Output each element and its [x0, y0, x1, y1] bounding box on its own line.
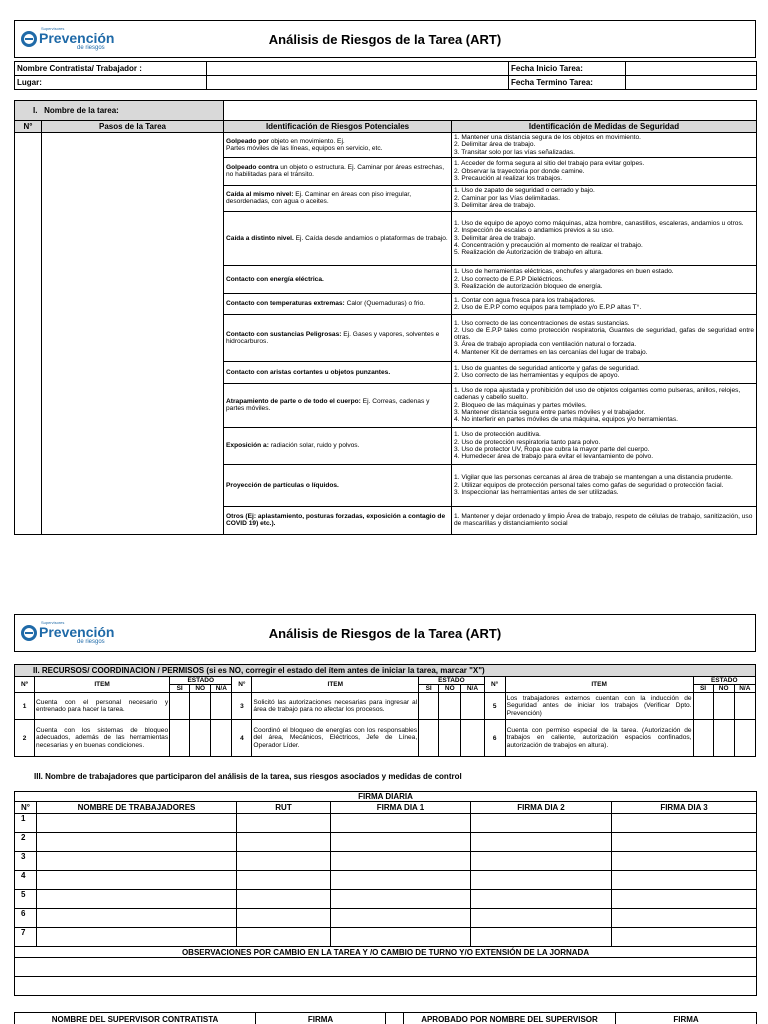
- col-si: SI: [693, 685, 713, 693]
- logo-brand: Prevención: [39, 30, 115, 46]
- col-estado-header: ESTADO: [693, 677, 755, 685]
- col-num-header: Nº: [15, 677, 35, 693]
- checkbox-na[interactable]: [461, 720, 484, 757]
- col-no: NO: [439, 685, 461, 693]
- risk-cell: Exposición a: radiación solar, ruido y polvos.: [224, 427, 452, 464]
- risk-cell: Caída al mismo nivel: Ej. Caminar en áreas con piso irregular, desordenadas, con agua o aceites.: [224, 185, 452, 211]
- logo-sub: de riesgos: [77, 639, 105, 645]
- col-item-header: ITEM: [252, 677, 419, 693]
- company-logo: [15, 621, 215, 645]
- page1-header: [14, 20, 756, 58]
- row-number: 4: [15, 871, 37, 890]
- firma1-field[interactable]: [331, 833, 471, 852]
- col-item-header: ITEM: [35, 677, 170, 693]
- risk-cell: Contacto con temperaturas extremas: Calor (Quemaduras) o frio.: [224, 293, 452, 314]
- firma3-field[interactable]: [612, 814, 757, 833]
- col-num-header: N°: [484, 677, 505, 693]
- col-num-header: N°: [232, 677, 252, 693]
- firma3-field[interactable]: [612, 909, 757, 928]
- firma2-field[interactable]: [471, 928, 612, 947]
- worker-name-field[interactable]: [37, 871, 237, 890]
- col-si: SI: [170, 685, 190, 693]
- logo-brand: Prevención: [39, 624, 115, 640]
- checkbox-no[interactable]: [439, 693, 461, 720]
- firma3-field[interactable]: [612, 871, 757, 890]
- col-item-header: ITEM: [505, 677, 693, 693]
- fecha-termino-field[interactable]: [626, 76, 757, 90]
- col-firma1-header: FIRMA DIA 1: [331, 802, 471, 814]
- aprobado-label: APROBADO POR NOMBRE DEL SUPERVISOR: [404, 1013, 616, 1024]
- logo-e-icon: [21, 625, 37, 641]
- item-number: 2: [15, 720, 35, 757]
- col-rut-header: RUT: [237, 802, 331, 814]
- firma2-field[interactable]: [471, 871, 612, 890]
- worker-name-field[interactable]: [37, 814, 237, 833]
- logo-e-icon: [21, 31, 37, 47]
- row-number: 5: [15, 890, 37, 909]
- checkbox-si[interactable]: [170, 693, 190, 720]
- fecha-inicio-label: Fecha Inicio Tarea:: [509, 62, 626, 76]
- worker-name-field[interactable]: [37, 928, 237, 947]
- rut-field[interactable]: [237, 852, 331, 871]
- checkbox-no[interactable]: [439, 720, 461, 757]
- item-number: 1: [15, 693, 35, 720]
- step-description-field[interactable]: [42, 133, 224, 535]
- col-no: NO: [190, 685, 211, 693]
- firma1-field[interactable]: [331, 814, 471, 833]
- measure-cell: 1. Uso de ropa ajustada y prohibición del uso de objetos colgantes como pulseras, anillos, relojes, cadenas y cabello suelto. 2. Bloqueo de las máquinas y partes móviles. 3. Mantener distancia segura entre partes móviles y el trabajador. 4. No interferir en partes móviles de una máquina, equipos y/o herramientas.: [452, 383, 757, 427]
- item-text: Solicitó las autorizaciones necesarias para ingresar al área de trabajo para no afectar los procesos.: [252, 693, 419, 720]
- observaciones-header: OBSERVACIONES POR CAMBIO EN LA TAREA Y /O CAMBIO DE TURNO Y/O EXTENSIÓN DE LA JORNADA: [15, 947, 757, 958]
- page2-title: Análisis de Riesgos de la Tarea (ART): [268, 625, 502, 641]
- measure-cell: 1. Contar con agua fresca para los trabajadores. 2. Uso de E.P.P como equipos para templado y/o E.P.P altas T°.: [452, 293, 757, 314]
- risk-cell: Atrapamiento de parte o de todo el cuerpo: Ej. Correas, cadenas y partes móviles.: [224, 383, 452, 427]
- measure-cell: 1. Acceder de forma segura al sitio del trabajo para evitar golpes. 2. Observar la trayectoria por donde camine. 3. Precaución al realizar los trabajos.: [452, 157, 757, 185]
- item-number: 3: [232, 693, 252, 720]
- col-firma2-header: FIRMA DIA 2: [471, 802, 612, 814]
- row-number: 3: [15, 852, 37, 871]
- row-number: 7: [15, 928, 37, 947]
- measure-cell: 1. Uso de herramientas eléctricas, enchufes y alargadores en buen estado. 2. Uso correcto de E.P.P Dieléctricos. 3. Realización de autorización bloqueo de energía.: [452, 265, 757, 293]
- checkbox-no[interactable]: [190, 693, 211, 720]
- observaciones-field[interactable]: [15, 958, 757, 977]
- checkbox-no[interactable]: [713, 720, 734, 757]
- col-num-header: N°: [15, 802, 37, 814]
- step-number-field[interactable]: [15, 133, 42, 535]
- worker-name-field[interactable]: [37, 852, 237, 871]
- firma2-field[interactable]: [471, 833, 612, 852]
- page2-header: [14, 614, 756, 652]
- row-number: 6: [15, 909, 37, 928]
- firma2-field[interactable]: [471, 890, 612, 909]
- measure-cell: 1. Vigilar que las personas cercanas al área de trabajo se mantengan a una distancia prudente. 2. Utilizar equipos de protección personal tales como gafas de seguridad o protección facial. 3. Inspeccionar las herramientas antes de ser utilizadas.: [452, 464, 757, 506]
- firma1-field[interactable]: [331, 871, 471, 890]
- col-nombre-header: NOMBRE DE TRABAJADORES: [37, 802, 237, 814]
- risk-cell: Proyección de partículas o líquidos.: [224, 464, 452, 506]
- checkbox-na[interactable]: [211, 693, 232, 720]
- checkbox-no[interactable]: [713, 693, 734, 720]
- rut-field[interactable]: [237, 890, 331, 909]
- measure-cell: 1. Uso de protección auditiva. 2. Uso de protección respiratoria tanto para polvo. 3. Uso de protector UV, Ropa que cubra la mayor parte del cuerpo. 4. Humedecer área de trabajo para evitar el levantamiento de polvo.: [452, 427, 757, 464]
- col-firma3-header: FIRMA DIA 3: [612, 802, 757, 814]
- section2-title: II. RECURSOS/ COORDINACION / PERMISOS (si es NO, corregir el estado del ítem antes de iniciar la tarea, marcar "X"): [15, 665, 756, 677]
- logo-small-text: Supervisores: [41, 620, 65, 625]
- item-number: 6: [484, 720, 505, 757]
- page1-title: Análisis de Riesgos de la Tarea (ART): [268, 31, 502, 47]
- col-pasos-header: Pasos de la Tarea: [42, 121, 224, 133]
- measure-cell: 1. Mantener una distancia segura de los objetos en movimiento. 2. Delimitar área de trabajo. 3. Transitar solo por las vías señalizadas.: [452, 133, 757, 158]
- risk-cell: Contacto con energía eléctrica.: [224, 265, 452, 293]
- worker-name-field[interactable]: [37, 909, 237, 928]
- item-number: 5: [484, 693, 505, 720]
- firma3-field[interactable]: [612, 833, 757, 852]
- lugar-field[interactable]: [207, 76, 509, 90]
- fecha-inicio-field[interactable]: [626, 62, 757, 76]
- col-na: N/A: [461, 685, 484, 693]
- firma2-field[interactable]: [471, 814, 612, 833]
- row-number: 2: [15, 833, 37, 852]
- info-table: [14, 61, 757, 90]
- risk-cell: Contacto con aristas cortantes u objetos punzantes.: [224, 361, 452, 383]
- company-logo: [15, 27, 215, 51]
- row-number: 1: [15, 814, 37, 833]
- measure-cell: 1. Uso correcto de las concentraciones de estas sustancias. 2. Uso de E.P.P tales como protección respiratoria, Guantes de seguridad, gafas de seguridad entre otras. 3. Área de trabajo apropiada con ventilación natural o forzada. 4. Mantener Kit de derrames en las cercanías del lugar de trabajo.: [452, 314, 757, 361]
- col-na: N/A: [734, 685, 755, 693]
- col-estado-header: ESTADO: [419, 677, 484, 685]
- supervisor-label: NOMBRE DEL SUPERVISOR CONTRATISTA: [15, 1013, 256, 1024]
- firma3-field[interactable]: [612, 890, 757, 909]
- checkbox-na[interactable]: [461, 693, 484, 720]
- logo-sub: de riesgos: [77, 45, 105, 51]
- rut-field[interactable]: [237, 909, 331, 928]
- checkbox-na[interactable]: [734, 720, 755, 757]
- col-no: NO: [713, 685, 734, 693]
- resources-table: [14, 664, 756, 757]
- risk-cell: Golpeado contra un objeto o estructura. Ej. Caminar por áreas estrechas, no habilitadas para el tránsito.: [224, 157, 452, 185]
- checkbox-na[interactable]: [734, 693, 755, 720]
- item-text: Los trabajadores externos cuentan con la inducción de Seguridad antes de iniciar los trabajos (Verificar Dpto. Prevención): [505, 693, 693, 720]
- measure-cell: 1. Mantener y dejar ordenado y limpio Área de trabajo, respeto de células de trabajo, sanitización, uso de mascarillas y distanciamiento social: [452, 506, 757, 534]
- signature-table: [14, 1012, 757, 1024]
- checkbox-si[interactable]: [693, 720, 713, 757]
- col-na: N/A: [211, 685, 232, 693]
- section3-title: III. Nombre de trabajadores que participaron del análisis de la tarea, sus riesgos asociados y medidas de control: [34, 772, 462, 781]
- rut-field[interactable]: [237, 814, 331, 833]
- risk-table: [14, 100, 757, 535]
- fecha-termino-label: Fecha Termino Tarea:: [509, 76, 626, 90]
- worker-name-field[interactable]: [37, 833, 237, 852]
- checkbox-si[interactable]: [419, 720, 439, 757]
- checkbox-si[interactable]: [170, 720, 190, 757]
- col-num-header: N°: [15, 121, 42, 133]
- firma3-field[interactable]: [612, 852, 757, 871]
- checkbox-no[interactable]: [190, 720, 211, 757]
- item-text: Coordinó el bloqueo de energías con los responsables del área, Mecánicos, Eléctricos, Jefe de Línea, Operador Líder.: [252, 720, 419, 757]
- measure-cell: 1. Uso de zapato de seguridad o cerrado y bajo. 2. Caminar por las Vías delimitadas. 3. Delimitar área de trabajo.: [452, 185, 757, 211]
- rut-field[interactable]: [237, 928, 331, 947]
- contratista-field[interactable]: [207, 62, 509, 76]
- spacer-cell: [386, 1013, 404, 1024]
- measure-cell: 1. Uso de guantes de seguridad anticorte y gafas de seguridad. 2. Uso correcto de las herramientas y equipos de apoyo.: [452, 361, 757, 383]
- contratista-label: Nombre Contratista/ Trabajador :: [15, 62, 207, 76]
- item-text: Cuenta con permiso especial de la tarea. (Autorización de trabajos en caliente, autorización espacios confinados, autorización de trabajos en altura).: [505, 720, 693, 757]
- firma3-field[interactable]: [612, 928, 757, 947]
- firma-label: FIRMA: [256, 1013, 386, 1024]
- risk-cell: Golpeado por objeto en movimiento. Ej. Partes móviles de las líneas, equipos en servicio, etc.: [224, 133, 452, 158]
- firma1-field[interactable]: [331, 852, 471, 871]
- rut-field[interactable]: [237, 833, 331, 852]
- col-estado-header: ESTADO: [170, 677, 232, 685]
- risk-cell: Caída a distinto nivel. Ej. Caída desde andamios o plataformas de trabajo.: [224, 211, 452, 265]
- firma2-field[interactable]: [471, 909, 612, 928]
- worker-name-field[interactable]: [37, 890, 237, 909]
- checkbox-na[interactable]: [211, 720, 232, 757]
- logo-small-text: Supervisores: [41, 26, 65, 31]
- item-text: Cuenta con el personal necesario y entrenado para hacer la tarea.: [35, 693, 170, 720]
- firma1-field[interactable]: [331, 890, 471, 909]
- firma-label: FIRMA: [616, 1013, 757, 1024]
- risk-cell: Contacto con sustancias Peligrosas: Ej. Gases y vapores, solventes e hidrocarburos.: [224, 314, 452, 361]
- task-name-field[interactable]: [224, 101, 757, 121]
- checkbox-si[interactable]: [693, 693, 713, 720]
- item-number: 4: [232, 720, 252, 757]
- lugar-label: Lugar:: [15, 76, 207, 90]
- observaciones-field[interactable]: [15, 977, 757, 996]
- col-si: SI: [419, 685, 439, 693]
- firma2-field[interactable]: [471, 852, 612, 871]
- rut-field[interactable]: [237, 871, 331, 890]
- col-riesgos-header: Identificación de Riesgos Potenciales: [224, 121, 452, 133]
- col-medidas-header: Identificación de Medidas de Seguridad: [452, 121, 757, 133]
- checkbox-si[interactable]: [419, 693, 439, 720]
- item-text: Cuenta con los sistemas de bloqueo adecuados, además de las herramientas necesarias y en buenas condiciones.: [35, 720, 170, 757]
- risk-cell: Otros (Ej: aplastamiento, posturas forzadas, exposición a contagio de COVID 19) etc.).: [224, 506, 452, 534]
- workers-table: [14, 791, 757, 996]
- firma1-field[interactable]: [331, 928, 471, 947]
- firma1-field[interactable]: [331, 909, 471, 928]
- firma-diaria-header: FIRMA DIARIA: [15, 792, 757, 802]
- task-name-label: I. Nombre de la tarea:: [15, 101, 224, 121]
- measure-cell: 1. Uso de equipo de apoyo como máquinas, alza hombre, canastillos, escaleras, andamios u otros. 2. Inspección de escalas o andamios previos a su uso. 3. Delimitar área de trabajo. 4. Concentración y precaución al momento de realizar el trabajo. 5. Realización de Autorización de trabajo en altura.: [452, 211, 757, 265]
